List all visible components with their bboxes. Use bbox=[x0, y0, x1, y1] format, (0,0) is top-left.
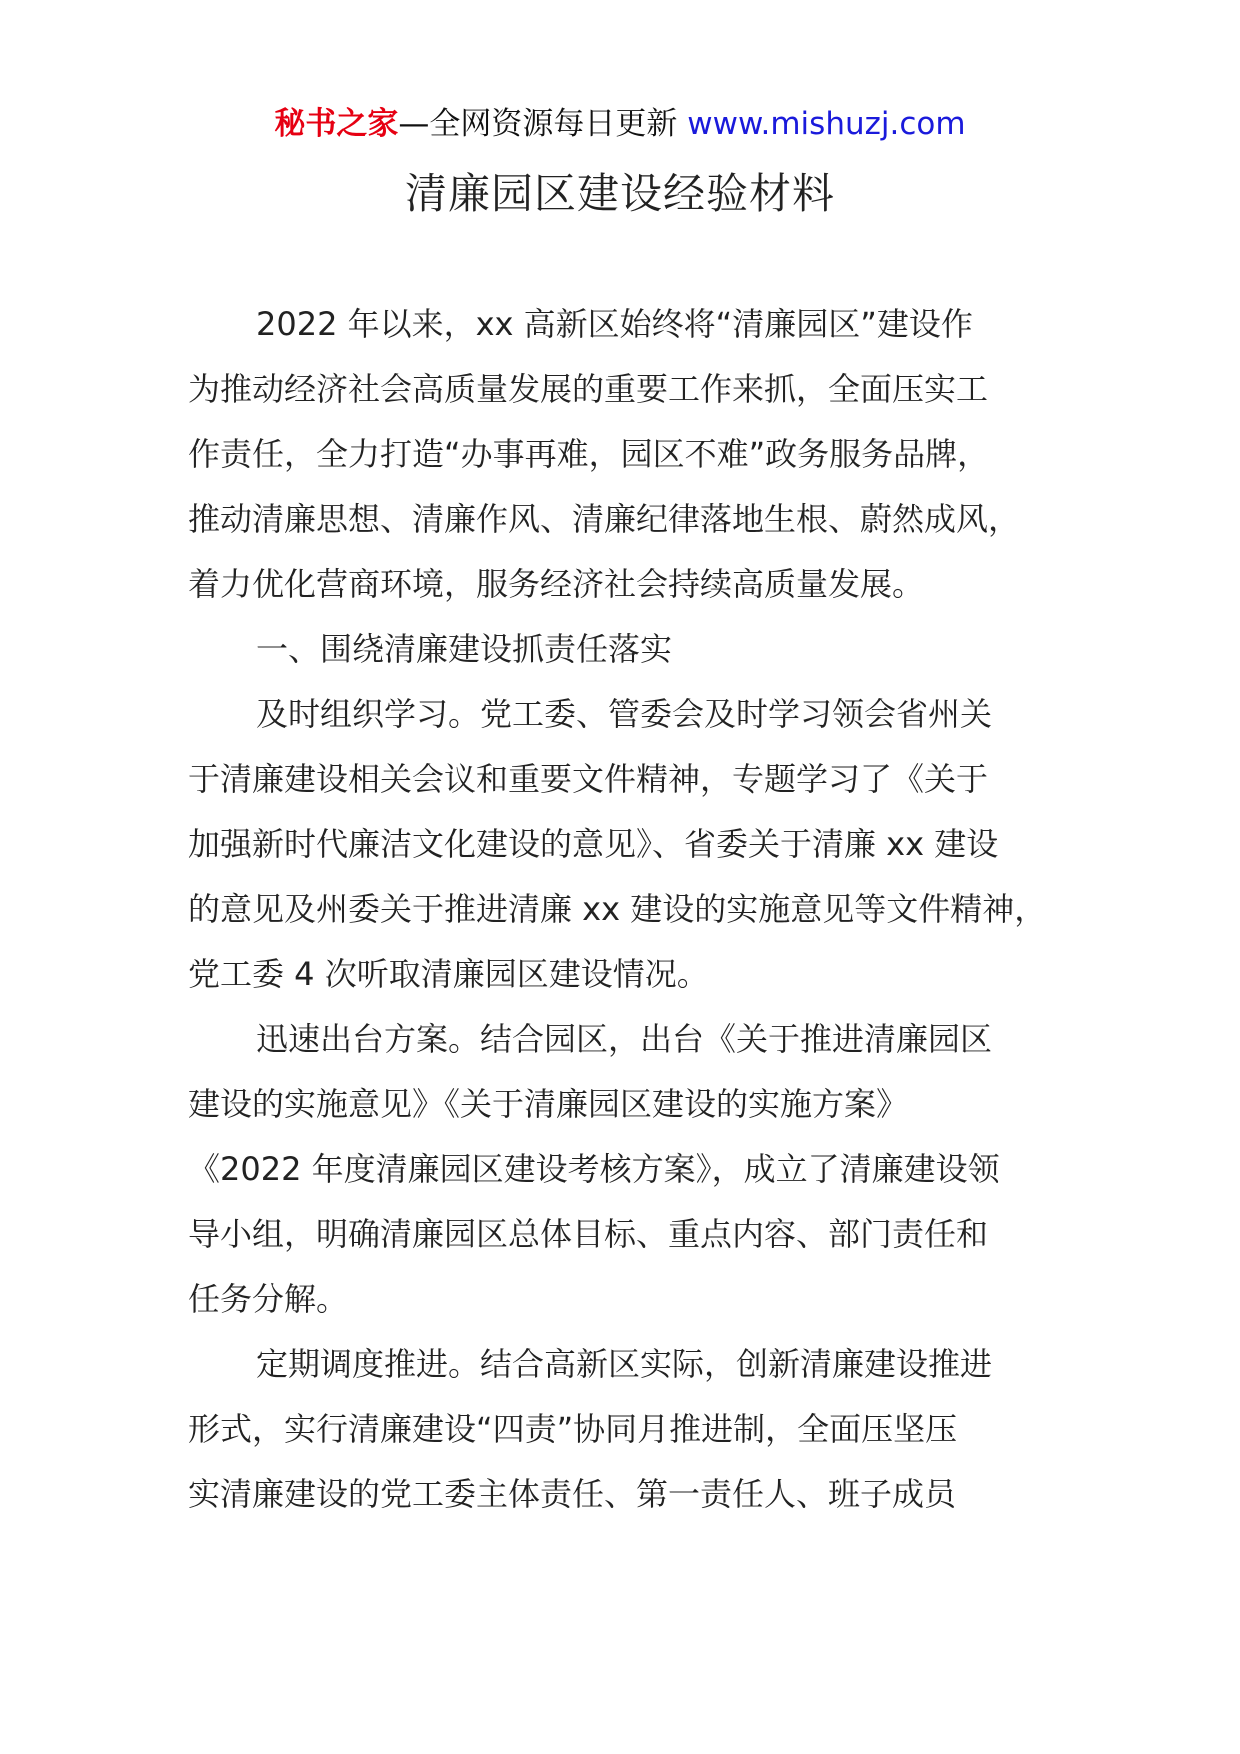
document-title: 清廉园区建设经验材料 bbox=[404, 169, 835, 218]
body-line: 作责任，全力打造“办事再难，园区不难”政务服务品牌， bbox=[188, 435, 990, 473]
body-line: 为推动经济社会高质量发展的重要工作来抓，全面压实工 bbox=[188, 370, 989, 408]
body-line: 加强新时代廉洁文化建设的意见》、省委关于清廉 xx 建设 bbox=[188, 825, 999, 863]
body-line: 任务分解。 bbox=[188, 1280, 349, 1318]
body-line: 建设的实施意见》《关于清廉园区建设的实施方案》 bbox=[188, 1085, 909, 1123]
body-line: 定期调度推进。结合高新区实际，创新清廉建设推进 bbox=[256, 1345, 993, 1383]
brand-name: 秘书之家 bbox=[274, 106, 399, 142]
site-url-link[interactable]: www.mishuzj.com bbox=[687, 106, 966, 142]
body-line: 推动清廉思想、清廉作风、清廉纪律落地生根、蔚然成风， bbox=[188, 500, 1021, 538]
body-line: 着力优化营商环境，服务经济社会持续高质量发展。 bbox=[188, 565, 925, 603]
body-line: 实清廉建设的党工委主体责任、第一责任人、班子成员 bbox=[188, 1475, 957, 1513]
site-banner bbox=[0, 102, 1240, 146]
body-line: 2022 年以来，xx 高新区始终将“清廉园区”建设作 bbox=[256, 305, 973, 343]
body-line: 导小组，明确清廉园区总体目标、重点内容、部门责任和 bbox=[188, 1215, 989, 1253]
banner-tagline: —全网资源每日更新 bbox=[398, 106, 678, 142]
body-line: 迅速出台方案。结合园区，出台《关于推进清廉园区 bbox=[256, 1020, 993, 1058]
body-line: 形式，实行清廉建设“四责”协同月推进制，全面压坚压 bbox=[188, 1410, 958, 1448]
body-line: 及时组织学习。党工委、管委会及时学习领会省州关 bbox=[256, 695, 993, 733]
document-body bbox=[188, 292, 1068, 1527]
body-line: 党工委 4 次听取清廉园区建设情况。 bbox=[188, 955, 709, 993]
body-line: 的意见及州委关于推进清廉 xx 建设的实施意见等文件精神， bbox=[188, 890, 1047, 928]
section-heading: 一、围绕清廉建设抓责任落实 bbox=[256, 630, 673, 668]
body-line: 于清廉建设相关会议和重要文件精神，专题学习了《关于 bbox=[188, 760, 989, 798]
body-line: 《2022 年度清廉园区建设考核方案》，成立了清廉建设领 bbox=[188, 1150, 1000, 1188]
